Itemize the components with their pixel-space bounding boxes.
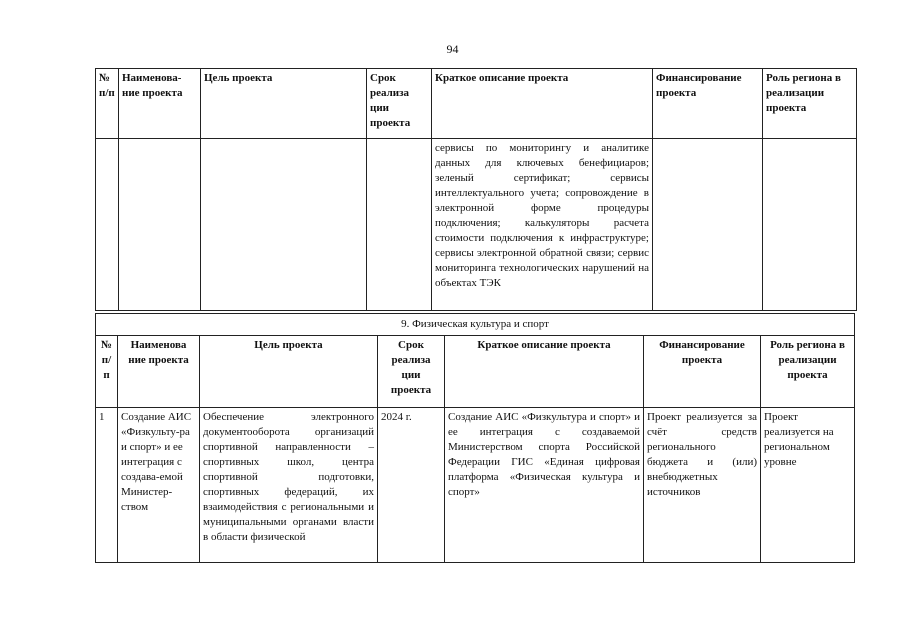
cell-project-goal <box>201 139 367 311</box>
cell-number <box>96 139 119 311</box>
cell-region-role: Проект реализуется на региональном уровне <box>761 408 855 563</box>
header-number: № п/ п <box>96 336 118 408</box>
cell-region-role <box>763 139 857 311</box>
header-region-role: Роль региона в реализации проекта <box>761 336 855 408</box>
table-header-row <box>96 69 857 139</box>
header-project-term: Срок реализа ции проекта <box>367 69 432 139</box>
header-project-name: Наименова-ние проекта <box>119 69 201 139</box>
table-header-row <box>96 336 855 408</box>
cell-project-name: Создание АИС «Физкульту-ра и спорт» и ее интеграция с создава-емой Министер-ством <box>118 408 200 563</box>
table-row <box>96 408 855 563</box>
sport-projects-table <box>95 313 855 563</box>
header-project-term: Срок реализа ции проекта <box>378 336 445 408</box>
header-number: № п/п <box>96 69 119 139</box>
header-region-role: Роль региона в реализации проекта <box>763 69 857 139</box>
cell-project-name <box>119 139 201 311</box>
header-project-description: Краткое описание проекта <box>445 336 644 408</box>
section-row <box>96 314 855 336</box>
cell-project-description: сервисы по мониторингу и аналитике данных для ключевых бенефициаров; зеленый сертификат; сервисы интеллектуального учета; сопровождение в электронной форме процедуры подключения; калькуляторы расчета стоимости подключения к инфраструктуре; сервисы электронной обратной связи; сервис мониторинга технологических нарушений на объектах ТЭК <box>432 139 653 311</box>
page-number: 94 <box>446 42 459 56</box>
cell-project-term: 2024 г. <box>378 408 445 563</box>
cell-number: 1 <box>96 408 118 563</box>
cell-project-financing: Проект реализуется за счёт средств регионального бюджета и (или) внебюджетных источников <box>644 408 761 563</box>
table-row <box>96 139 857 311</box>
header-project-financing: Финансирование проекта <box>653 69 763 139</box>
cell-project-financing <box>653 139 763 311</box>
cell-project-term <box>367 139 432 311</box>
header-project-description: Краткое описание проекта <box>432 69 653 139</box>
header-project-financing: Финансирование проекта <box>644 336 761 408</box>
header-project-name: Наименова ние проекта <box>118 336 200 408</box>
header-project-goal: Цель проекта <box>201 69 367 139</box>
projects-table-continued <box>95 68 857 311</box>
cell-project-goal: Обеспечение электронного документооборота организаций спортивной направленности – спортивных школ, центра спортивной подготовки, спортивных федераций, их взаимодействия с региональными и муниципальными органами власти в области физической <box>200 408 378 563</box>
cell-project-description: Создание АИС «Физкультура и спорт» и ее интеграция с создаваемой Министерством спорта Российской Федерации ГИС «Единая цифровая платформа «Физическая культура и спорт» <box>445 408 644 563</box>
header-project-goal: Цель проекта <box>200 336 378 408</box>
section-title: 9. Физическая культура и спорт <box>96 314 855 336</box>
